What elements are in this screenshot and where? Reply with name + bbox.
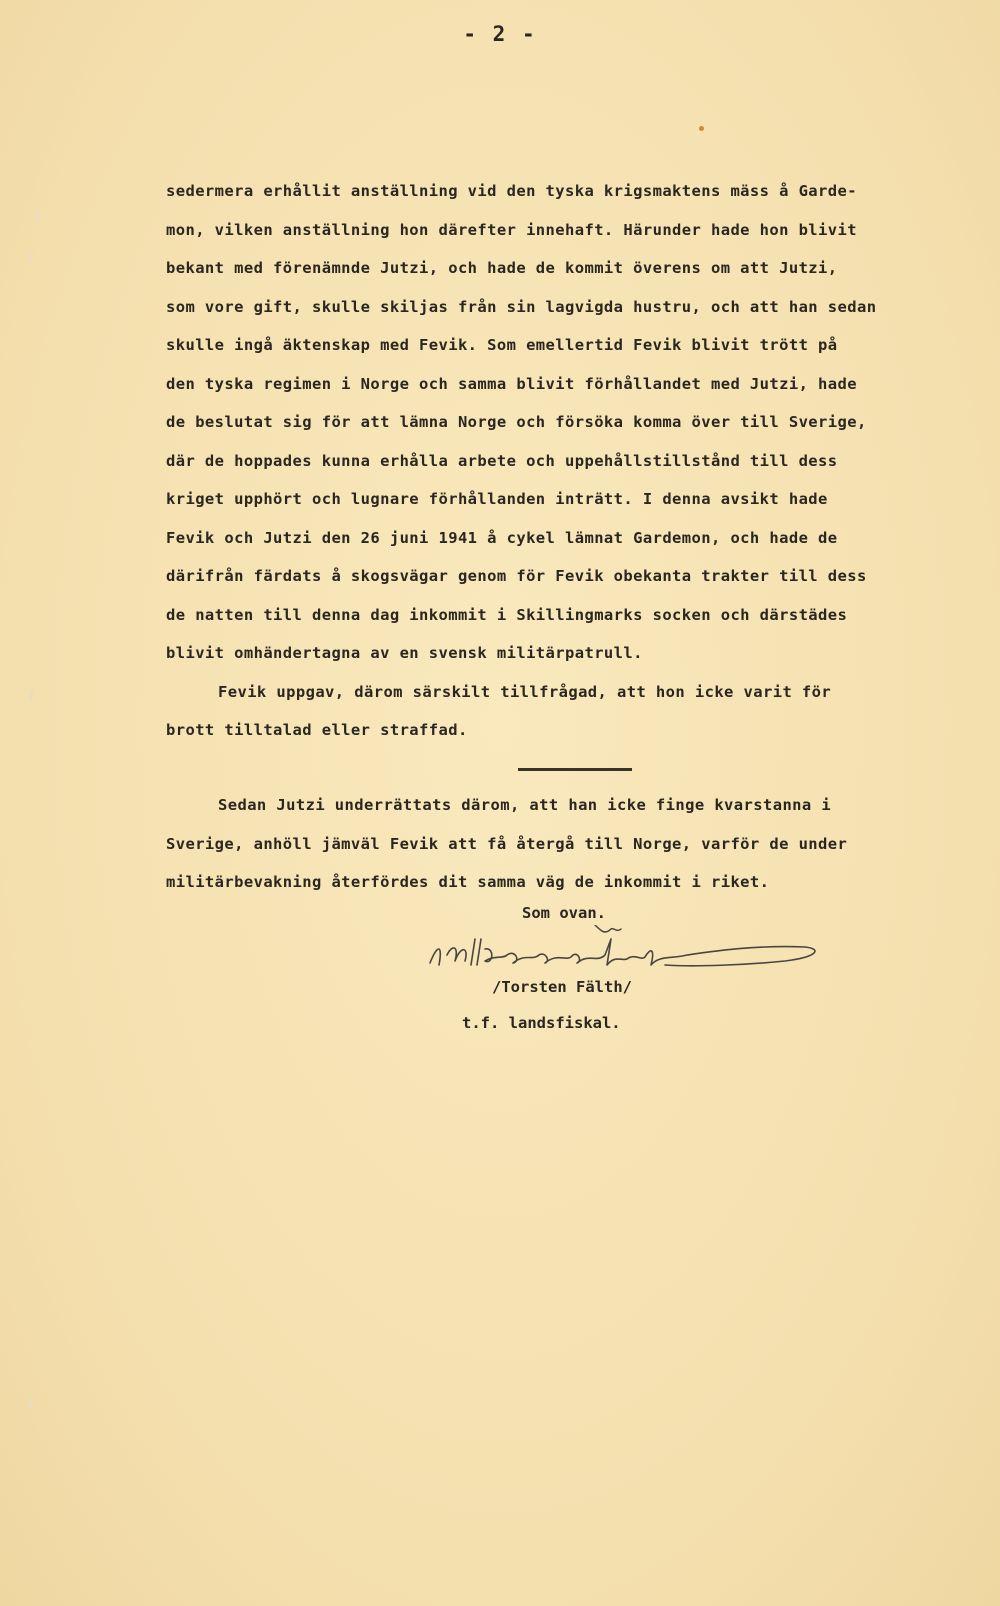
text-line: mon, vilken anställning hon därefter innehaft. Härunder hade hon blivit <box>166 220 857 239</box>
ink-spot <box>699 126 704 131</box>
text-line: därifrån färdats å skogsvägar genom för Fevik obekanta trakter till dess <box>166 567 867 585</box>
text-line: bekant med förenämnde Jutzi, och hade de kommit överens om att Jutzi, <box>166 259 838 277</box>
margin-mark <box>30 690 33 700</box>
page-number: - 2 - <box>463 22 537 46</box>
text-line: Sedan Jutzi underrättats därom, att han icke finge kvarstanna i <box>218 796 832 814</box>
text-line: Fevik uppgav, därom särskilt tillfrågad, att hon icke varit för <box>218 682 832 701</box>
text-line: militärbevakning återfördes dit samma väg de inkommit i riket. <box>166 873 770 891</box>
text-line: där de hoppades kunna erhålla arbete och uppehållstillstånd till dess <box>166 451 838 470</box>
text-line: brott tilltalad eller straffad. <box>166 721 468 739</box>
text-line: som vore gift, skulle skiljas från sin lagvigda hustru, och att han sedan <box>166 297 877 316</box>
text-line: sedermera erhållit anställning vid den tyska krigsmaktens mäss å Garde- <box>166 182 857 200</box>
text-line: blivit omhändertagna av en svensk militärpatrull. <box>166 644 643 662</box>
closing-paragraph <box>166 786 998 902</box>
margin-mark <box>30 1398 33 1408</box>
text-line: skulle ingå äktenskap med Fevik. Som emellertid Fevik blivit trött på <box>166 336 838 354</box>
signatory-name: /Torsten Fälth/ <box>492 978 632 996</box>
main-body <box>166 172 998 750</box>
signatory-title: t.f. landsfiskal. <box>462 1014 621 1032</box>
text-line: de beslutat sig för att lämna Norge och försöka komma över till Sverige, <box>166 413 867 431</box>
margin-mark <box>36 210 39 220</box>
text-line: kriget upphört och lugnare förhållanden inträtt. I denna avsikt hade <box>166 490 828 508</box>
section-divider <box>518 768 632 771</box>
text-line: de natten till denna dag inkommit i Skillingmarks socken och därstädes <box>166 605 848 624</box>
text-line: Sverige, anhöll jämväl Fevik att få återgå till Norge, varför de under <box>166 834 848 853</box>
margin-mark <box>30 252 33 262</box>
text-line: den tyska regimen i Norge och samma blivit förhållandet med Jutzi, hade <box>166 374 857 393</box>
handwritten-signature <box>425 925 830 985</box>
closing-phrase: Som ovan. <box>522 904 606 922</box>
text-line: Fevik och Jutzi den 26 juni 1941 å cykel lämnat Gardemon, och hade de <box>166 528 838 547</box>
